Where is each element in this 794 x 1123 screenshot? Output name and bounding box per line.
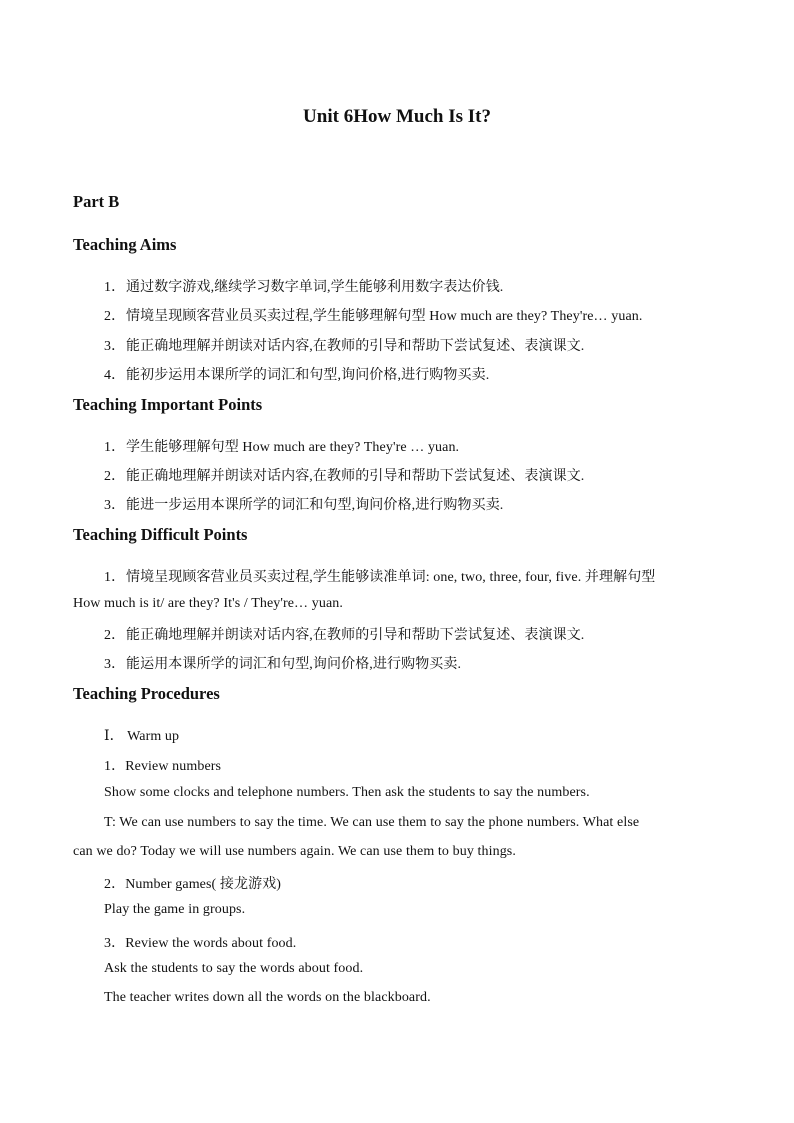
procedure-text: Ask the students to say the words about food.	[104, 961, 364, 976]
procedure-text: Play the game in groups.	[104, 902, 246, 917]
item-number: 3．	[104, 339, 126, 354]
item-text: 能正确地理解并朗读对话内容,在教师的引导和帮助下尝试复述、表演课文.	[126, 339, 585, 354]
item-number: 4．	[104, 368, 126, 383]
item-number: 2．	[104, 628, 126, 643]
item-text: 能进一步运用本课所学的词汇和句型,询问价格,进行购物买卖.	[126, 498, 504, 513]
important-item	[104, 436, 459, 456]
procedures-heading: Teaching Procedures	[73, 684, 220, 703]
difficult-item	[104, 624, 584, 644]
procedure-text: Show some clocks and telephone numbers. Then ask the students to say the numbers.	[104, 785, 590, 800]
item-text: 学生能够理解句型 How much are they? They're … yuan.	[126, 440, 460, 455]
item-number: 1．	[104, 570, 126, 585]
item-number: 2．	[104, 309, 126, 324]
item-text: 能运用本课所学的词汇和句型,询问价格,进行购物买卖.	[126, 657, 462, 672]
item-number: 2．	[104, 469, 126, 484]
item-text: 通过数字游戏,继续学习数字单词,学生能够利用数字表达价钱.	[126, 280, 504, 295]
difficult-heading: Teaching Difficult Points	[73, 525, 248, 544]
item-number: 3．	[104, 657, 126, 672]
item-number: 1．	[104, 280, 126, 295]
aims-item	[104, 305, 642, 325]
procedure-step: 2．Number games( 接龙游戏)	[104, 877, 282, 892]
procedure-text: The teacher writes down all the words on the blackboard.	[104, 990, 431, 1005]
important-item	[104, 494, 503, 514]
important-heading: Teaching Important Points	[73, 395, 263, 414]
part-heading: Part B	[73, 192, 120, 211]
difficult-item-continuation: How much is it/ are they? It's / They're… yuan.	[73, 596, 343, 611]
procedure-step: 3．Review the words about food.	[104, 936, 297, 951]
aims-heading: Teaching Aims	[73, 235, 177, 254]
difficult-item	[104, 653, 461, 673]
item-number: 1．	[104, 440, 126, 455]
item-text: 情境呈现顾客营业员买卖过程,学生能够理解句型 How much are they? They're… yuan.	[126, 309, 643, 324]
warm-up-heading: Ⅰ． Warm up	[104, 729, 180, 744]
difficult-item	[104, 566, 655, 586]
aims-item	[104, 276, 503, 296]
procedure-step: 1．Review numbers	[104, 759, 222, 774]
item-text: 能正确地理解并朗读对话内容,在教师的引导和帮助下尝试复述、表演课文.	[126, 628, 585, 643]
procedure-text: T: We can use numbers to say the time. We can use them to say the phone numbers. What else	[104, 815, 640, 830]
item-text: 能初步运用本课所学的词汇和句型,询问价格,进行购物买卖.	[126, 368, 490, 383]
item-number: 3．	[104, 498, 126, 513]
item-text: 情境呈现顾客营业员买卖过程,学生能够读准单词: one, two, three, four, five. 并理解句型	[126, 570, 656, 585]
item-text: 能正确地理解并朗读对话内容,在教师的引导和帮助下尝试复述、表演课文.	[126, 469, 585, 484]
aims-item	[104, 364, 489, 384]
document-title: Unit 6How Much Is It?	[303, 106, 491, 127]
procedure-text: can we do? Today we will use numbers again. We can use them to buy things.	[73, 844, 516, 859]
important-item	[104, 465, 584, 485]
aims-item	[104, 335, 584, 355]
